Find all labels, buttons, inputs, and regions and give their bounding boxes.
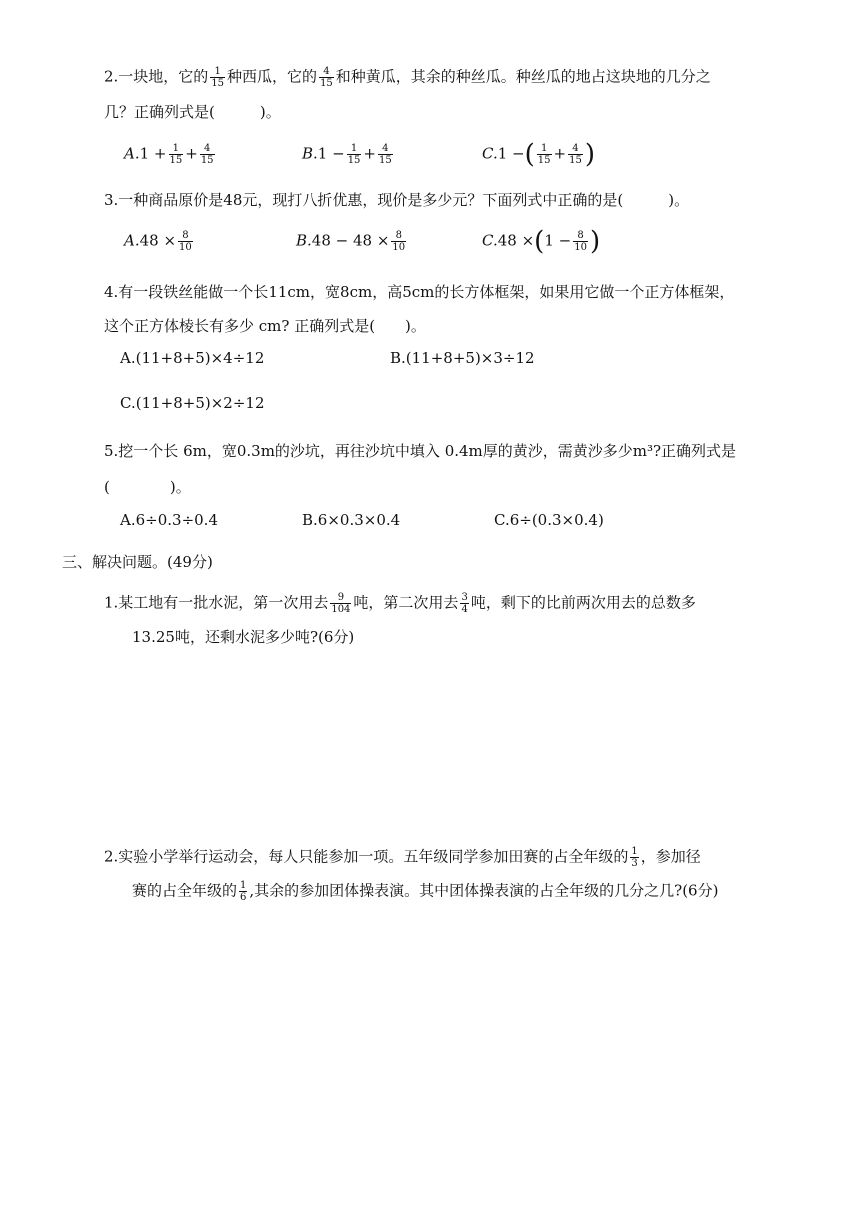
q2-fraction-2 bbox=[319, 66, 334, 89]
q2-option-c[interactable] bbox=[482, 139, 595, 170]
q2-fraction-1 bbox=[210, 66, 225, 89]
q2-opt-b-label: B. bbox=[302, 144, 318, 163]
p1-text-c: 吨，剩下的比前两次用去的总数多 bbox=[470, 593, 696, 612]
q2-opt-c-lparen: ( bbox=[524, 139, 535, 170]
q5-option-b[interactable]: B.6×0.3×0.4 bbox=[302, 511, 401, 529]
q2-opt-a-frac1-den: 15 bbox=[169, 155, 183, 166]
q5-option-c[interactable]: C.6÷(0.3×0.4) bbox=[494, 511, 604, 529]
q2-opt-c-frac2 bbox=[568, 143, 583, 166]
q2-opt-b-plus: + bbox=[363, 144, 376, 163]
q2-opt-b-frac2-num: 4 bbox=[382, 143, 389, 154]
q5-option-a[interactable]: A.6÷0.3÷0.4 bbox=[120, 511, 218, 529]
q2-opt-c-label: C. bbox=[482, 144, 498, 163]
question-3-line-1 bbox=[104, 190, 689, 210]
q2-text-b: 种西瓜，它的 bbox=[227, 67, 318, 86]
q2-opt-c-frac1-den: 15 bbox=[537, 155, 551, 166]
q2-opt-b-frac1-den: 15 bbox=[347, 155, 361, 166]
problem-2-line-1 bbox=[104, 846, 701, 869]
q3-opt-c-label: C. bbox=[482, 231, 498, 250]
q4-line2: 这个正方体棱长有多少 cm? 正确列式是( )。 bbox=[104, 317, 426, 335]
question-5-line-1 bbox=[104, 441, 736, 461]
p1-fraction-1 bbox=[330, 592, 351, 615]
q2-text-c: 和种黄瓜，其余的种丝瓜。种丝瓜的地占这块地的几分之 bbox=[335, 67, 711, 86]
q3-opt-c-expr: 48 × bbox=[497, 231, 535, 250]
q2-opt-c-frac1 bbox=[537, 143, 552, 166]
q3-option-a[interactable] bbox=[124, 230, 195, 253]
p2-text-d: ,其余的参加团体操表演。其中团体操表演的占全年级的几分之几?(6分) bbox=[249, 881, 719, 900]
p2-text-c: 赛的占全年级的 bbox=[132, 881, 238, 900]
p2-fraction-1 bbox=[630, 846, 638, 869]
q3-opt-b-frac bbox=[391, 230, 406, 253]
q3-opt-b-expr: 48 − 48 × bbox=[311, 231, 390, 250]
q2-text-a: 2.一块地，它的 bbox=[104, 67, 209, 86]
p1-f2-num: 3 bbox=[461, 592, 468, 603]
q3-opt-c-frac bbox=[573, 230, 588, 253]
question-2-line-2 bbox=[104, 102, 281, 122]
q5-line2: ( )。 bbox=[104, 478, 191, 496]
q2-opt-c-expr: 1 − bbox=[497, 144, 525, 163]
q2-opt-a-frac2-num: 4 bbox=[203, 143, 211, 154]
q3-opt-b-frac-den: 10 bbox=[392, 242, 406, 253]
q4-option-a[interactable]: A.(11+8+5)×4÷12 bbox=[120, 349, 265, 367]
q5-line1: 5.挖一个长 6m，宽0.3m的沙坑，再往沙坑中填入 0.4m厚的黄沙，需黄沙多少m³?正确列式是 bbox=[104, 442, 737, 460]
q2-opt-a-label: A. bbox=[124, 144, 140, 163]
p1-text-a: 1.某工地有一批水泥，第一次用去 bbox=[104, 593, 329, 612]
question-2-line-1 bbox=[104, 66, 711, 89]
q2-opt-c-plus: + bbox=[553, 144, 567, 163]
q2-f1-den: 15 bbox=[211, 78, 225, 89]
problem-2-line-2 bbox=[132, 880, 718, 903]
q3-opt-a-expr: 48 × bbox=[139, 231, 177, 250]
q2-opt-a-frac2 bbox=[200, 143, 215, 166]
q2-opt-c-frac2-num: 4 bbox=[572, 143, 579, 154]
q2-f2-den: 15 bbox=[320, 78, 333, 89]
q4-option-c[interactable]: C.(11+8+5)×2÷12 bbox=[120, 394, 265, 412]
q2-opt-c-frac1-num: 1 bbox=[540, 143, 548, 154]
p2-f1-den: 3 bbox=[631, 858, 638, 869]
q3-opt-c-lparen: ( bbox=[534, 226, 545, 257]
p1-text-b: 吨，第二次用去 bbox=[353, 593, 459, 612]
p2-f2-den: 6 bbox=[240, 892, 247, 903]
question-4-line-1 bbox=[104, 282, 734, 302]
q3-opt-c-rparen: ) bbox=[589, 226, 601, 257]
q2-f1-num: 1 bbox=[214, 66, 221, 77]
q3-opt-c-frac-num: 8 bbox=[577, 230, 584, 241]
q2-option-b[interactable] bbox=[302, 143, 395, 166]
q3-opt-c-frac-den: 10 bbox=[574, 242, 587, 253]
q2-line2: 几？正确列式是( )。 bbox=[104, 103, 281, 121]
q2-opt-a-frac2-den: 15 bbox=[200, 155, 214, 166]
q2-f2-num: 4 bbox=[323, 66, 330, 77]
q4-line1: 4.有一段铁丝能做一个长11cm，宽8cm，高5cm的长方体框架，如果用它做一个正方体框架， bbox=[104, 283, 735, 301]
problem-1-line-2: 13.25吨，还剩水泥多少吨?(6分) bbox=[132, 628, 355, 646]
question-4-line-2 bbox=[104, 316, 426, 336]
q2-opt-b-frac2 bbox=[378, 143, 393, 166]
q2-option-a[interactable] bbox=[124, 143, 217, 166]
q3-opt-a-frac-num: 8 bbox=[182, 230, 189, 241]
problem-1-line-1 bbox=[104, 592, 696, 615]
q2-opt-a-frac1 bbox=[169, 143, 184, 166]
q2-opt-b-frac1-num: 1 bbox=[350, 143, 358, 154]
q3-opt-a-frac bbox=[178, 230, 193, 253]
p2-text-b: ，参加径 bbox=[640, 847, 701, 866]
p2-fraction-2 bbox=[239, 880, 247, 903]
q2-opt-a-expr: 1 + bbox=[139, 144, 167, 163]
p1-f1-num: 9 bbox=[337, 592, 345, 603]
section-3-heading: 三、解决问题。(49分) bbox=[62, 553, 213, 571]
q2-opt-b-frac1 bbox=[347, 143, 362, 166]
q3-opt-c-one-minus: 1 − bbox=[544, 231, 572, 250]
q3-opt-b-frac-num: 8 bbox=[395, 230, 402, 241]
q3-opt-a-frac-den: 10 bbox=[179, 242, 192, 253]
q2-opt-a-frac1-num: 1 bbox=[172, 143, 180, 154]
q3-line1: 3.一种商品原价是48元，现打八折优惠，现价是多少元？下面列式中正确的是( )。 bbox=[104, 191, 690, 209]
p1-f1-den: 104 bbox=[331, 604, 351, 615]
p1-f2-den: 4 bbox=[461, 604, 468, 615]
q3-opt-a-label: A. bbox=[124, 231, 140, 250]
q2-opt-b-frac2-den: 15 bbox=[379, 155, 392, 166]
q3-option-b[interactable] bbox=[296, 230, 408, 253]
q2-opt-a-plus: + bbox=[185, 144, 198, 163]
q2-opt-c-rparen: ) bbox=[584, 139, 595, 170]
q3-opt-b-label: B. bbox=[296, 231, 312, 250]
q2-opt-c-frac2-den: 15 bbox=[569, 155, 582, 166]
q4-option-b[interactable]: B.(11+8+5)×3÷12 bbox=[390, 349, 535, 367]
question-5-line-2 bbox=[104, 477, 191, 497]
p2-f1-num: 1 bbox=[631, 846, 638, 857]
p2-f2-num: 1 bbox=[240, 880, 247, 891]
q2-opt-b-expr: 1 − bbox=[317, 144, 345, 163]
p1-fraction-2 bbox=[460, 592, 468, 615]
q3-option-c[interactable] bbox=[482, 226, 601, 257]
p2-text-a: 2.实验小学举行运动会，每人只能参加一项。五年级同学参加田赛的占全年级的 bbox=[104, 847, 629, 866]
